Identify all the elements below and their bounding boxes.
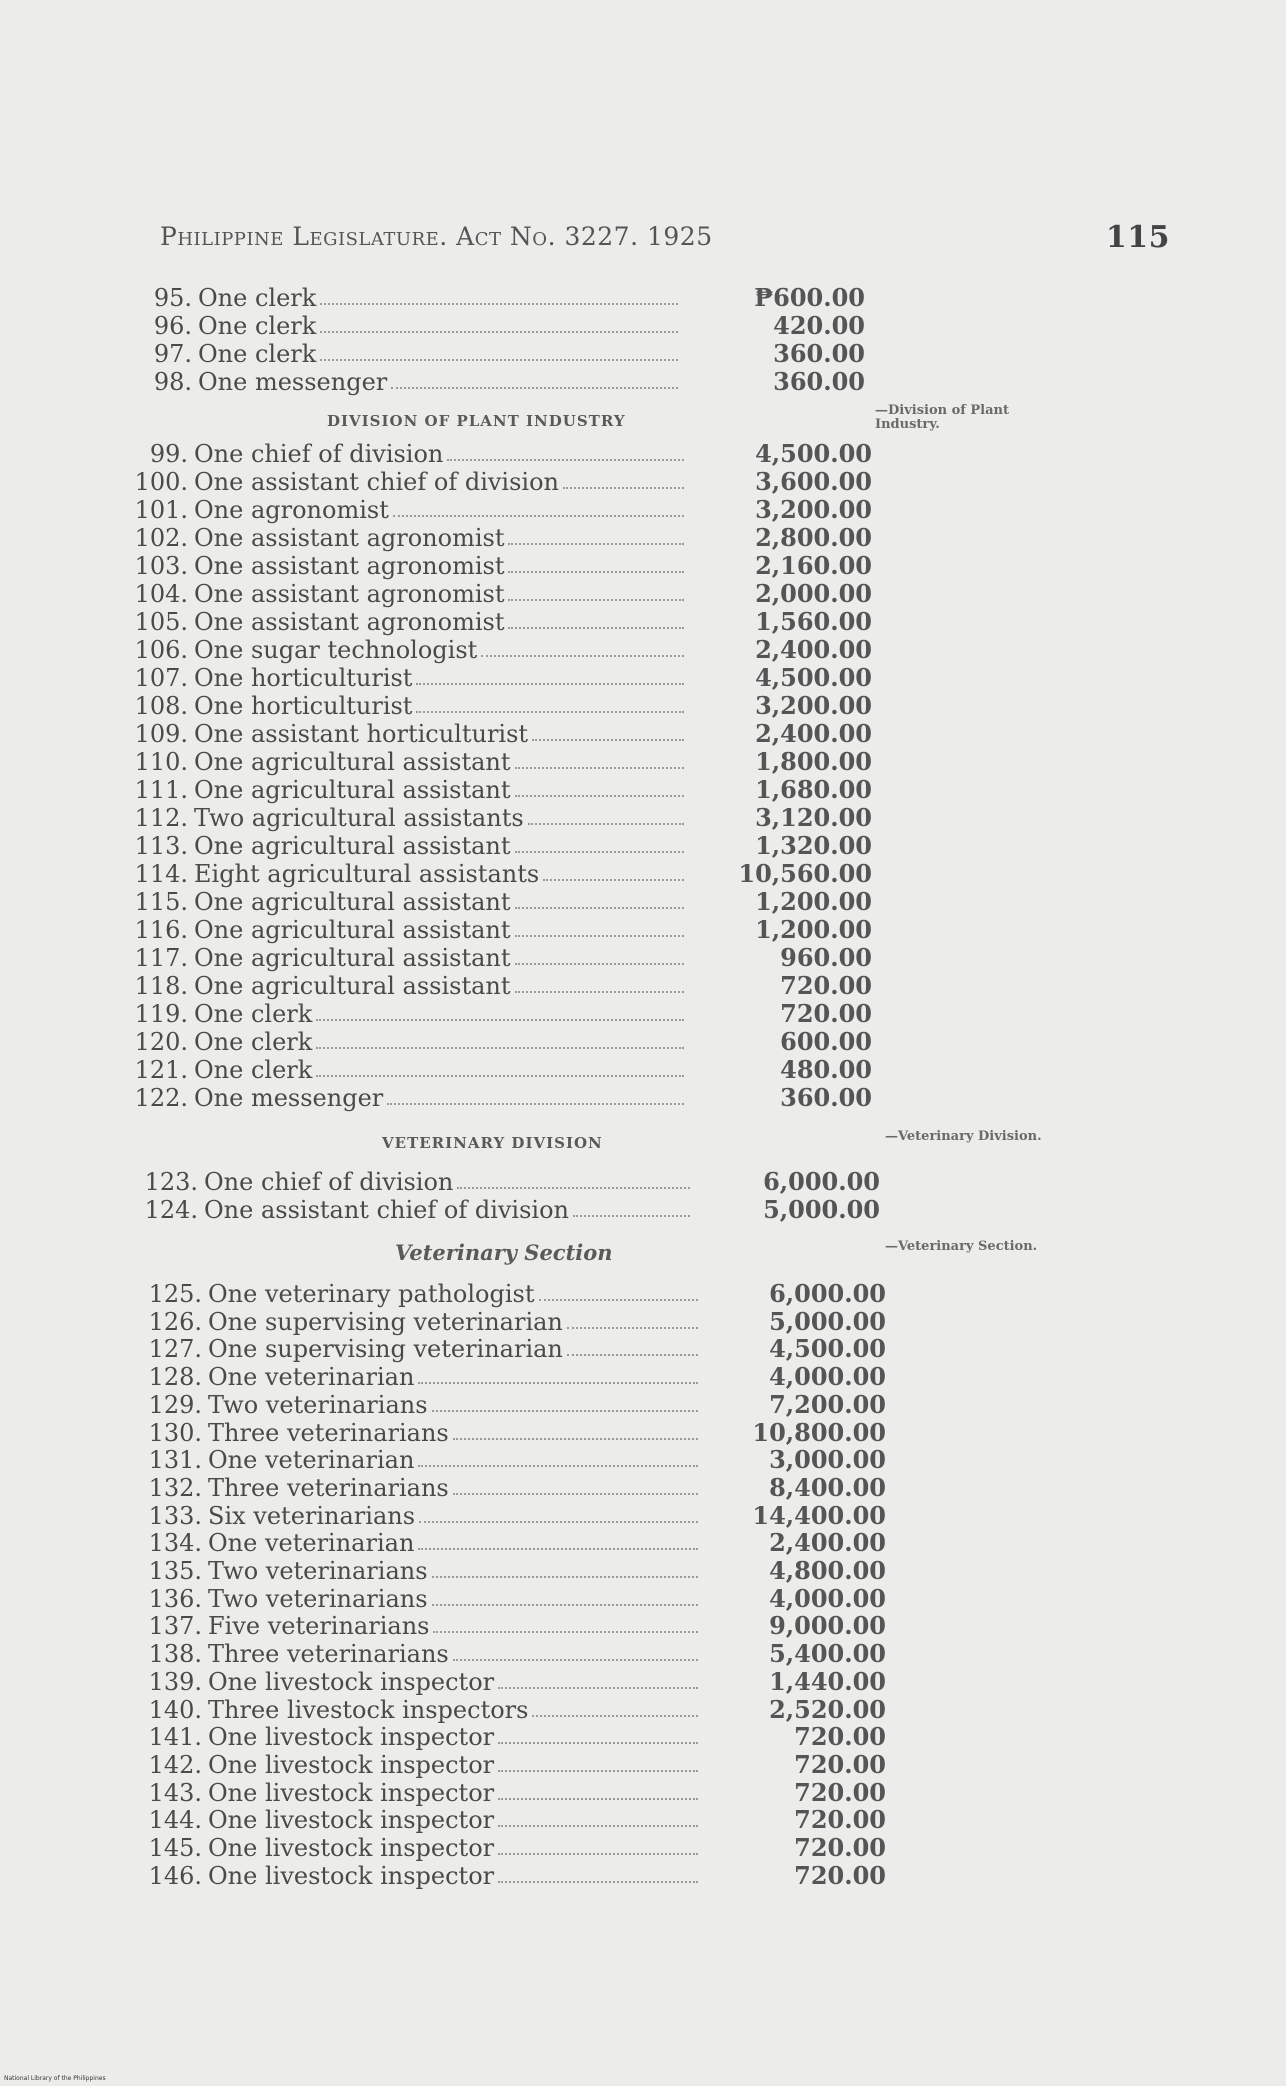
leader-dots — [447, 459, 684, 461]
item-number: 122. — [134, 1084, 188, 1112]
item-amount: 4,500.00 — [755, 439, 872, 468]
item-number: 145. — [148, 1834, 202, 1862]
leader-dots — [573, 1215, 690, 1217]
leader-dots — [508, 571, 684, 573]
list-item — [126, 580, 872, 608]
item-number: 96. — [153, 312, 192, 340]
list-item — [140, 1529, 886, 1557]
leader-dots — [515, 963, 684, 965]
list-item — [140, 1308, 886, 1336]
item-amount: 9,000.00 — [769, 1611, 886, 1641]
leader-dots — [453, 1659, 698, 1661]
item-amount: 5,400.00 — [769, 1639, 886, 1669]
leader-dots — [498, 1825, 698, 1827]
item-description: One veterinarian — [208, 1363, 415, 1392]
list-item — [126, 832, 872, 860]
item-amount: 360.00 — [773, 339, 865, 368]
item-number: 129. — [148, 1390, 202, 1419]
item-description: One livestock inspector — [208, 1750, 495, 1779]
item-number: 115. — [134, 888, 188, 916]
leader-dots — [419, 1521, 698, 1523]
item-amount: 7,200.00 — [769, 1389, 886, 1419]
list-item — [140, 1779, 886, 1807]
item-amount: 4,500.00 — [755, 663, 872, 692]
item-description: One messenger — [198, 368, 388, 396]
item-amount: 2,520.00 — [769, 1694, 886, 1724]
item-description: One assistant agronomist — [194, 524, 505, 552]
list-item — [126, 496, 872, 524]
item-number: 116. — [134, 916, 188, 944]
item-amount: 5,000.00 — [769, 1306, 886, 1336]
leader-dots — [481, 655, 684, 657]
list-item — [140, 1806, 886, 1834]
item-description: Two veterinarians — [208, 1557, 428, 1585]
item-description: One livestock inspector — [208, 1723, 495, 1752]
item-amount: 1,200.00 — [755, 915, 872, 944]
leader-dots — [515, 851, 684, 853]
item-description: One agricultural assistant — [194, 776, 511, 804]
leader-dots — [508, 627, 684, 629]
list-item — [140, 1585, 886, 1613]
item-description: One agricultural assistant — [194, 748, 511, 776]
leader-dots — [532, 739, 684, 741]
item-description: One supervising veterinarian — [208, 1335, 563, 1364]
item-amount: 720.00 — [794, 1805, 886, 1835]
list-item — [130, 284, 865, 312]
item-amount: 360.00 — [773, 367, 865, 396]
item-description: One agricultural assistant — [194, 916, 511, 944]
item-amount: 720.00 — [794, 1777, 886, 1807]
item-number: 120. — [134, 1028, 188, 1056]
list-item — [136, 1168, 880, 1196]
item-number: 103. — [134, 552, 188, 580]
item-number: 104. — [134, 580, 188, 608]
list-item — [126, 1056, 872, 1084]
leader-dots — [432, 1604, 698, 1606]
item-number: 101. — [134, 496, 188, 524]
leader-dots — [528, 823, 684, 825]
list-item — [126, 664, 872, 692]
item-amount: 2,400.00 — [755, 635, 872, 664]
list-item — [126, 804, 872, 832]
item-description: One agricultural assistant — [194, 832, 511, 860]
list-item — [130, 368, 865, 396]
leader-dots — [453, 1438, 698, 1440]
leader-dots — [416, 711, 684, 713]
item-description: One livestock inspector — [208, 1778, 495, 1807]
item-description: One assistant chief of division — [194, 468, 560, 496]
list-item — [140, 1474, 886, 1502]
item-amount: 8,400.00 — [769, 1472, 886, 1502]
leader-dots — [515, 907, 684, 909]
item-number: 102. — [134, 524, 188, 552]
item-amount: ₱600.00 — [754, 283, 865, 312]
running-title: Philippine Legislature. Act No. 3227. 1925 — [160, 222, 713, 251]
list-item — [126, 1028, 872, 1056]
item-number: 112. — [134, 804, 188, 832]
leader-dots — [498, 1687, 698, 1689]
item-number: 134. — [148, 1529, 202, 1558]
item-amount: 10,560.00 — [738, 859, 872, 888]
leader-dots — [498, 1853, 698, 1855]
item-number: 107. — [134, 664, 188, 692]
item-description: One assistant agronomist — [194, 552, 505, 580]
item-amount: 1,680.00 — [755, 775, 872, 804]
item-amount: 1,320.00 — [755, 831, 872, 860]
item-amount: 4,800.00 — [769, 1556, 886, 1585]
leader-dots — [320, 303, 678, 305]
leader-dots — [567, 1354, 698, 1356]
leader-dots — [515, 935, 684, 937]
leader-dots — [418, 1465, 698, 1467]
item-number: 137. — [148, 1612, 202, 1641]
item-description: One clerk — [198, 284, 317, 312]
leader-dots — [515, 795, 684, 797]
item-number: 124. — [144, 1196, 198, 1224]
item-amount: 1,440.00 — [769, 1666, 886, 1696]
leader-dots — [387, 1103, 684, 1105]
page-number: 115 — [1105, 220, 1170, 255]
leader-dots — [498, 1742, 698, 1744]
item-number: 114. — [134, 860, 188, 888]
item-description: One sugar technologist — [194, 636, 478, 664]
item-number: 135. — [148, 1557, 202, 1585]
item-number: 138. — [148, 1640, 202, 1669]
list-item — [126, 748, 872, 776]
leader-dots — [320, 331, 678, 333]
list-item — [140, 1696, 886, 1724]
item-description: One clerk — [194, 1028, 313, 1056]
list-item — [140, 1834, 886, 1862]
list-item — [140, 1862, 886, 1890]
item-description: Three livestock inspectors — [208, 1695, 529, 1724]
item-description: One assistant agronomist — [194, 608, 505, 636]
item-amount: 14,400.00 — [752, 1500, 886, 1530]
item-number: 109. — [134, 720, 188, 748]
leader-dots — [532, 1715, 698, 1717]
item-description: Five veterinarians — [208, 1612, 430, 1641]
leader-dots — [539, 1299, 698, 1301]
item-description: One livestock inspector — [208, 1667, 495, 1696]
leader-dots — [515, 991, 684, 993]
item-number: 128. — [148, 1363, 202, 1392]
leader-dots — [567, 1327, 698, 1329]
item-amount: 1,560.00 — [755, 607, 872, 636]
item-description: Three veterinarians — [208, 1473, 449, 1502]
leader-dots — [316, 1075, 684, 1077]
item-description: Eight agricultural assistants — [194, 860, 540, 888]
list-item — [140, 1502, 886, 1530]
list-item — [126, 636, 872, 664]
list-item — [140, 1335, 886, 1363]
item-number: 95. — [153, 284, 192, 312]
list-item — [140, 1391, 886, 1419]
item-description: One messenger — [194, 1084, 384, 1112]
list-item — [126, 860, 872, 888]
leader-dots — [453, 1493, 698, 1495]
item-amount: 2,160.00 — [755, 551, 872, 580]
item-description: One assistant chief of division — [204, 1196, 570, 1224]
item-description: Six veterinarians — [208, 1501, 416, 1530]
item-description: One clerk — [194, 1000, 313, 1028]
list-item — [140, 1751, 886, 1779]
list-item — [130, 312, 865, 340]
item-description: Three veterinarians — [208, 1640, 449, 1669]
item-amount: 720.00 — [780, 971, 872, 1000]
item-number: 142. — [148, 1750, 202, 1779]
leader-dots — [563, 487, 684, 489]
item-description: One clerk — [198, 312, 317, 340]
leader-dots — [433, 1631, 698, 1633]
list-item — [140, 1640, 886, 1668]
item-number: 136. — [148, 1584, 202, 1613]
leader-dots — [498, 1881, 698, 1883]
item-amount: 10,800.00 — [752, 1417, 886, 1447]
item-description: One agricultural assistant — [194, 944, 511, 972]
item-number: 121. — [134, 1056, 188, 1084]
item-number: 119. — [134, 1000, 188, 1028]
leader-dots — [432, 1576, 698, 1578]
list-item — [126, 720, 872, 748]
list-item — [140, 1612, 886, 1640]
item-amount: 2,000.00 — [755, 579, 872, 608]
item-amount: 960.00 — [780, 943, 872, 972]
item-description: One agricultural assistant — [194, 972, 511, 1000]
item-description: One assistant agronomist — [194, 580, 505, 608]
item-number: 126. — [148, 1307, 202, 1336]
item-description: One assistant horticulturist — [194, 720, 529, 748]
item-description: Three veterinarians — [208, 1418, 449, 1447]
item-description: One veterinary pathologist — [208, 1280, 535, 1308]
item-number: 143. — [148, 1778, 202, 1807]
list-item — [130, 340, 865, 368]
item-amount: 3,120.00 — [755, 803, 872, 832]
item-number: 125. — [148, 1280, 202, 1308]
section-title: Veterinary Section — [395, 1240, 613, 1265]
list-item — [126, 1000, 872, 1028]
item-amount: 4,000.00 — [769, 1362, 886, 1392]
list-item — [140, 1723, 886, 1751]
item-amount: 1,200.00 — [755, 887, 872, 916]
section-title: VETERINARY DIVISION — [382, 1134, 603, 1152]
item-amount: 6,000.00 — [769, 1279, 886, 1308]
item-description: One horticulturist — [194, 692, 413, 720]
item-number: 123. — [144, 1168, 198, 1196]
item-description: Two agricultural assistants — [194, 804, 524, 832]
item-amount: 4,500.00 — [769, 1334, 886, 1364]
list-item — [126, 888, 872, 916]
list-item — [126, 440, 872, 468]
item-number: 111. — [134, 776, 188, 804]
item-description: One livestock inspector — [208, 1834, 495, 1862]
list-item — [140, 1363, 886, 1391]
list-item — [126, 608, 872, 636]
item-amount: 600.00 — [780, 1027, 872, 1056]
list-item — [126, 972, 872, 1000]
item-amount: 3,600.00 — [755, 467, 872, 496]
item-description: One clerk — [198, 340, 317, 368]
item-amount: 3,200.00 — [755, 495, 872, 524]
leader-dots — [316, 1047, 684, 1049]
item-number: 100. — [134, 468, 188, 496]
item-description: One veterinarian — [208, 1529, 415, 1558]
item-number: 133. — [148, 1501, 202, 1530]
list-item — [126, 1084, 872, 1112]
margin-note: —Division of Plant Industry. — [875, 403, 1009, 432]
item-amount: 480.00 — [780, 1055, 872, 1084]
leader-dots — [508, 599, 684, 601]
item-amount: 6,000.00 — [763, 1167, 880, 1196]
item-amount: 720.00 — [780, 999, 872, 1028]
library-footer: National Library of the Philippines — [4, 2075, 106, 2082]
item-number: 110. — [134, 748, 188, 776]
leader-dots — [457, 1187, 690, 1189]
item-description: One veterinarian — [208, 1446, 415, 1475]
page-header — [160, 222, 1170, 258]
item-description: One chief of division — [194, 440, 444, 468]
item-number: 146. — [148, 1861, 202, 1890]
list-item — [140, 1419, 886, 1447]
item-amount: 4,000.00 — [769, 1583, 886, 1613]
item-description: One agronomist — [194, 496, 389, 524]
leader-dots — [543, 879, 684, 881]
margin-note: —Veterinary Section. — [885, 1239, 1038, 1254]
list-item — [140, 1446, 886, 1474]
item-number: 117. — [134, 944, 188, 972]
leader-dots — [515, 767, 684, 769]
item-number: 105. — [134, 608, 188, 636]
item-number: 108. — [134, 692, 188, 720]
leader-dots — [498, 1798, 698, 1800]
section-title: DIVISION OF PLANT INDUSTRY — [327, 412, 626, 430]
leader-dots — [498, 1770, 698, 1772]
list-item — [140, 1668, 886, 1696]
list-item — [126, 776, 872, 804]
item-number: 130. — [148, 1418, 202, 1447]
item-amount: 2,400.00 — [769, 1528, 886, 1558]
item-number: 140. — [148, 1695, 202, 1724]
list-item — [126, 524, 872, 552]
item-amount: 2,800.00 — [755, 523, 872, 552]
item-number: 97. — [153, 340, 192, 368]
item-description: One chief of division — [204, 1168, 454, 1196]
item-description: One livestock inspector — [208, 1806, 495, 1835]
leader-dots — [391, 387, 678, 389]
leader-dots — [320, 359, 678, 361]
item-description: One agricultural assistant — [194, 888, 511, 916]
item-description: One livestock inspector — [208, 1861, 495, 1890]
leader-dots — [418, 1548, 698, 1550]
item-amount: 720.00 — [794, 1833, 886, 1862]
item-amount: 3,200.00 — [755, 691, 872, 720]
item-number: 131. — [148, 1446, 202, 1475]
leader-dots — [508, 543, 684, 545]
list-item — [126, 552, 872, 580]
item-description: One clerk — [194, 1056, 313, 1084]
item-amount: 720.00 — [794, 1722, 886, 1752]
leader-dots — [416, 683, 684, 685]
item-amount: 420.00 — [773, 311, 865, 340]
list-item — [126, 692, 872, 720]
item-description: One horticulturist — [194, 664, 413, 692]
item-amount: 2,400.00 — [755, 719, 872, 748]
margin-note: —Veterinary Division. — [885, 1129, 1042, 1144]
item-number: 144. — [148, 1806, 202, 1835]
item-number: 113. — [134, 832, 188, 860]
list-item — [140, 1280, 886, 1308]
list-item — [126, 916, 872, 944]
item-number: 118. — [134, 972, 188, 1000]
item-description: One supervising veterinarian — [208, 1307, 563, 1336]
item-number: 132. — [148, 1473, 202, 1502]
item-description: Two veterinarians — [208, 1584, 428, 1613]
list-item — [126, 944, 872, 972]
item-amount: 720.00 — [794, 1749, 886, 1779]
item-amount: 3,000.00 — [769, 1445, 886, 1475]
item-number: 127. — [148, 1335, 202, 1364]
item-amount: 720.00 — [794, 1860, 886, 1890]
item-number: 99. — [149, 440, 188, 468]
leader-dots — [316, 1019, 684, 1021]
leader-dots — [418, 1382, 698, 1384]
item-number: 98. — [153, 368, 192, 396]
item-amount: 5,000.00 — [763, 1195, 880, 1224]
item-number: 139. — [148, 1667, 202, 1696]
item-description: Two veterinarians — [208, 1390, 428, 1419]
item-number: 106. — [134, 636, 188, 664]
leader-dots — [432, 1410, 698, 1412]
item-amount: 1,800.00 — [755, 747, 872, 776]
list-item — [126, 468, 872, 496]
list-item — [140, 1557, 886, 1585]
item-amount: 360.00 — [780, 1083, 872, 1112]
list-item — [136, 1196, 880, 1224]
item-number: 141. — [148, 1723, 202, 1752]
leader-dots — [393, 515, 684, 517]
